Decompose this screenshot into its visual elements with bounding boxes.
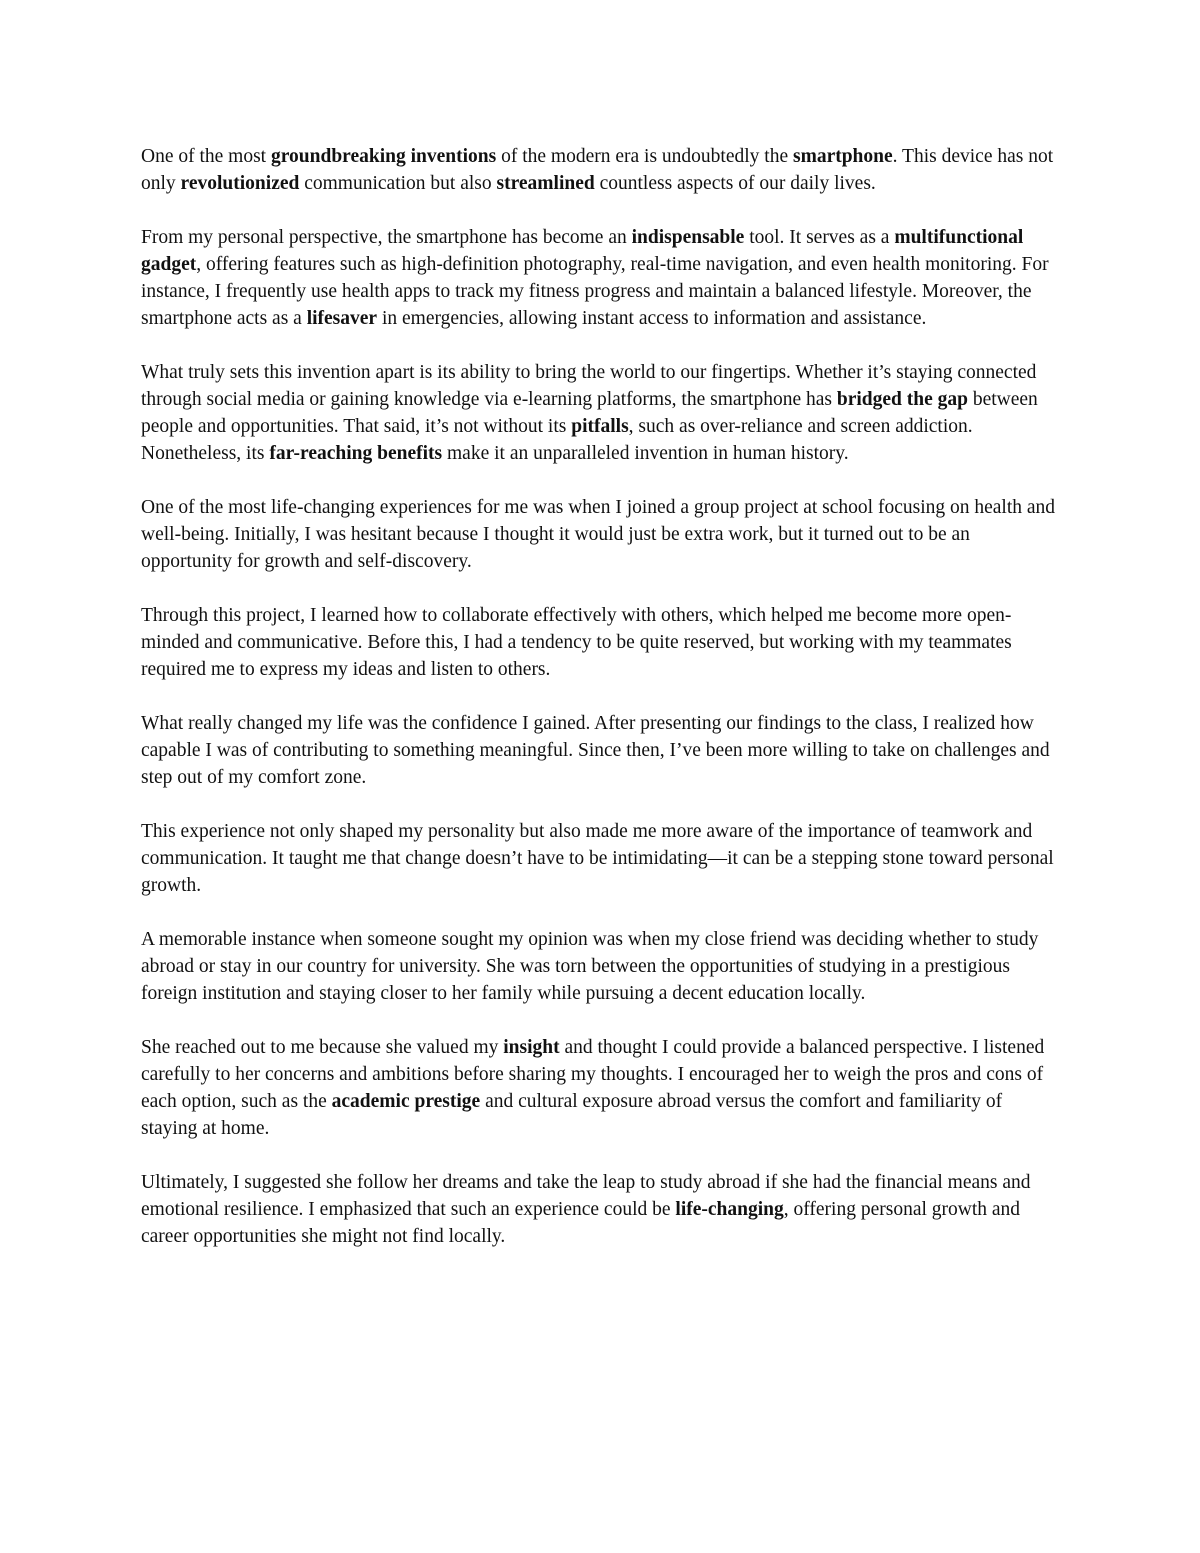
bold-phrase: smartphone <box>792 146 893 167</box>
bold-phrase: pitfalls <box>571 416 629 437</box>
text-run: tool. It serves as a <box>744 227 895 248</box>
paragraph-1 <box>141 143 1061 197</box>
paragraph-10 <box>141 1169 1061 1250</box>
paragraph-6 <box>141 710 1061 791</box>
text-run: of the modern era is undoubtedly the <box>496 146 793 167</box>
bold-phrase: groundbreaking inventions <box>270 146 497 167</box>
paragraph-8 <box>141 926 1061 1007</box>
bold-phrase: indispensable <box>631 227 745 248</box>
text-run: This experience not only shaped my personality but also made me more aware of the importance of teamwork and communication. It taught me that change doesn’t have to be intimidating—it can be a stepping stone toward personal growth. <box>141 821 1054 896</box>
text-run: What really changed my life was the confidence I gained. After presenting our findings to the class, I realized how capable I was of contributing to something meaningful. Since then, I’ve been more willing to take on challenges and step out of my comfort zone. <box>141 713 1050 788</box>
text-run: , offering features such as high-definition photography, real-time navigation, and even health monitoring. For instance, I frequently use health apps to track my fitness progress and maintain a balanced lifestyle. Moreover, the smartphone acts as a <box>141 254 1049 329</box>
text-run: make it an unparalleled invention in human history. <box>442 443 849 464</box>
text-run: Ultimately, I suggested she follow her dreams and take the leap to study abroad if she had the financial means and emotional resilience. I emphasized that such an experience could be <box>141 1172 1031 1220</box>
bold-phrase: streamlined <box>496 173 595 194</box>
bold-phrase: insight <box>503 1037 560 1058</box>
text-run: One of the most <box>141 146 271 167</box>
bold-phrase: lifesaver <box>306 308 378 329</box>
text-run: between people and opportunities. That said, it’s not without its <box>141 389 1038 437</box>
text-run: in emergencies, allowing instant access to information and assistance. <box>377 308 927 329</box>
text-run: Through this project, I learned how to collaborate effectively with others, which helped me become more open-minded and communicative. Before this, I had a tendency to be quite reserved, but working with my teammates required me to express my ideas and listen to others. <box>141 605 1012 680</box>
text-run: . This device has not only <box>141 146 1054 194</box>
bold-phrase: multifunctional gadget <box>141 227 1024 275</box>
text-run: and thought I could provide a balanced perspective. I listened carefully to her concerns and ambitions before sharing my thoughts. I encouraged her to weigh the pros and cons of each option, such as the <box>141 1037 1045 1112</box>
text-run: What truly sets this invention apart is its ability to bring the world to our fingertips. Whether it’s staying connected through social media or gaining knowledge via e-learning platforms, the smartphone has <box>141 362 1037 410</box>
paragraph-3 <box>141 359 1061 467</box>
bold-phrase: academic prestige <box>331 1091 481 1112</box>
paragraph-9 <box>141 1034 1061 1142</box>
paragraph-2 <box>141 224 1061 332</box>
bold-phrase: revolutionized <box>180 173 300 194</box>
text-run: communication but also <box>299 173 497 194</box>
text-run: , such as over-reliance and screen addiction. Nonetheless, its <box>141 416 973 464</box>
paragraph-7 <box>141 818 1061 899</box>
text-run: and cultural exposure abroad versus the comfort and familiarity of staying at home. <box>141 1091 1003 1139</box>
bold-phrase: bridged the gap <box>836 389 968 410</box>
text-run: A memorable instance when someone sought my opinion was when my close friend was deciding whether to study abroad or stay in our country for university. She was torn between the opportunities of studying in a prestigious foreign institution and staying closer to her family while pursuing a decent education locally. <box>141 929 1039 1004</box>
bold-phrase: far-reaching benefits <box>269 443 443 464</box>
bold-phrase: life-changing <box>675 1199 784 1220</box>
text-run: From my personal perspective, the smartphone has become an <box>141 227 632 248</box>
text-run: countless aspects of our daily lives. <box>594 173 876 194</box>
text-run: One of the most life-changing experiences for me was when I joined a group project at school focusing on health and well-being. Initially, I was hesitant because I thought it would just be extra work, but it turned out to be an opportunity for growth and self-discovery. <box>141 497 1056 572</box>
document-body <box>141 143 1061 1277</box>
text-run: She reached out to me because she valued my <box>141 1037 504 1058</box>
text-run: , offering personal growth and career opportunities she might not find locally. <box>141 1199 1021 1247</box>
paragraph-5 <box>141 602 1061 683</box>
paragraph-4 <box>141 494 1061 575</box>
